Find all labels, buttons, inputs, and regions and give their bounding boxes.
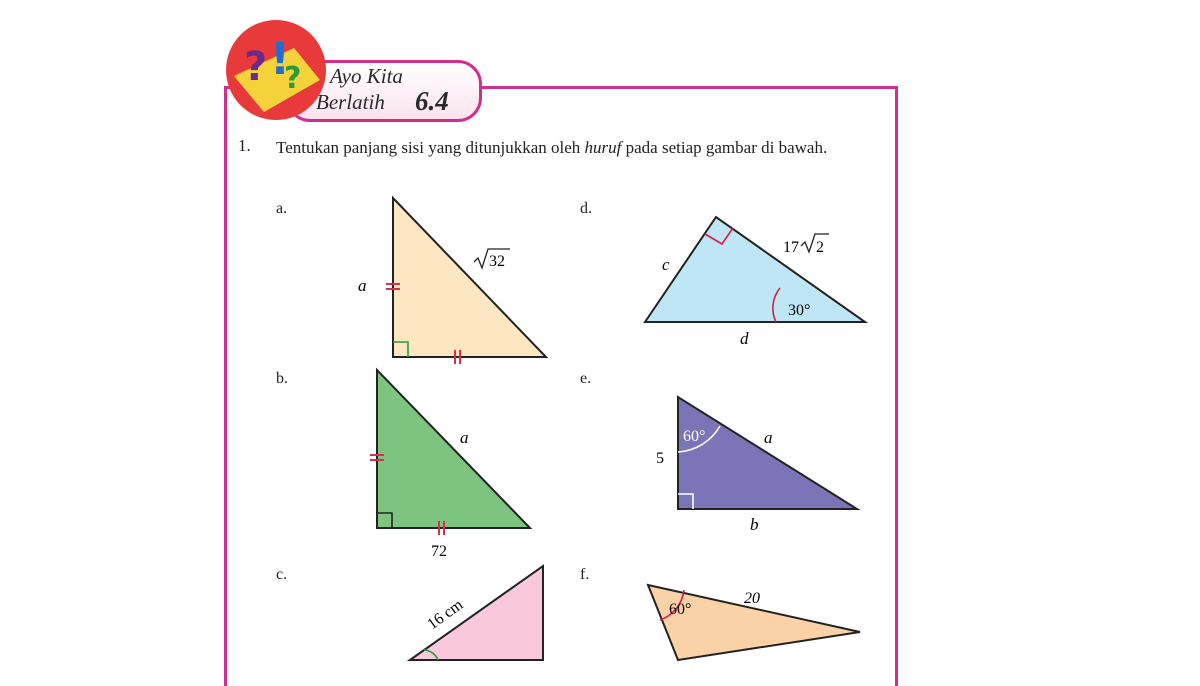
title-line-1: Ayo Kita	[330, 64, 403, 88]
triangle-d-hyp-coef: 17	[783, 239, 799, 256]
section-number: 6.4	[415, 86, 449, 116]
svg-text:?: ?	[284, 61, 302, 96]
triangle-e-angle-label: 60°	[683, 428, 706, 445]
triangle-b-base-label: 72	[431, 543, 447, 560]
triangle-e-hyp-label: a	[764, 428, 773, 447]
question-text-after: pada setiap gambar di bawah.	[621, 138, 828, 157]
question-number: 1.	[238, 136, 251, 155]
triangle-f-angle-label: 60°	[669, 601, 692, 618]
triangle-a-side-a-label: a	[358, 276, 367, 295]
triangle-e-base-label: b	[750, 515, 759, 534]
triangle-e	[656, 397, 857, 534]
triangle-c	[410, 566, 543, 660]
triangle-a	[358, 198, 546, 364]
item-c-label: c.	[276, 566, 288, 583]
item-d-label: d.	[580, 200, 592, 217]
triangle-d	[645, 217, 865, 348]
item-e-label: e.	[580, 370, 592, 387]
item-b-label: b.	[276, 370, 288, 387]
question-text-emphasis: huruf	[584, 138, 622, 157]
item-a-label: a.	[276, 200, 288, 217]
triangle-d-left-side-label: c	[662, 255, 670, 274]
svg-text:!: !	[270, 34, 291, 85]
triangle-b	[370, 370, 530, 560]
triangle-d-base-label: d	[740, 329, 749, 348]
triangle-a-hyp-radicand: 32	[489, 253, 505, 270]
triangle-d-angle-label: 30°	[788, 302, 811, 319]
question-text-before: Tentukan panjang sisi yang ditunjukkan oleh	[276, 138, 585, 157]
triangle-f	[648, 585, 860, 660]
triangle-c-hyp-label: 16 cm	[424, 596, 467, 634]
triangle-f-top-side-label: 20	[744, 590, 760, 607]
triangle-e-left-side-label: 5	[656, 450, 664, 467]
sqrt-sign-d	[801, 234, 829, 252]
triangle-d-hyp-radicand: 2	[816, 239, 824, 256]
svg-text:?: ?	[244, 44, 268, 90]
item-f-label: f.	[580, 566, 590, 583]
triangle-b-hyp-label: a	[460, 428, 469, 447]
title-line-2: Berlatih	[316, 90, 385, 114]
